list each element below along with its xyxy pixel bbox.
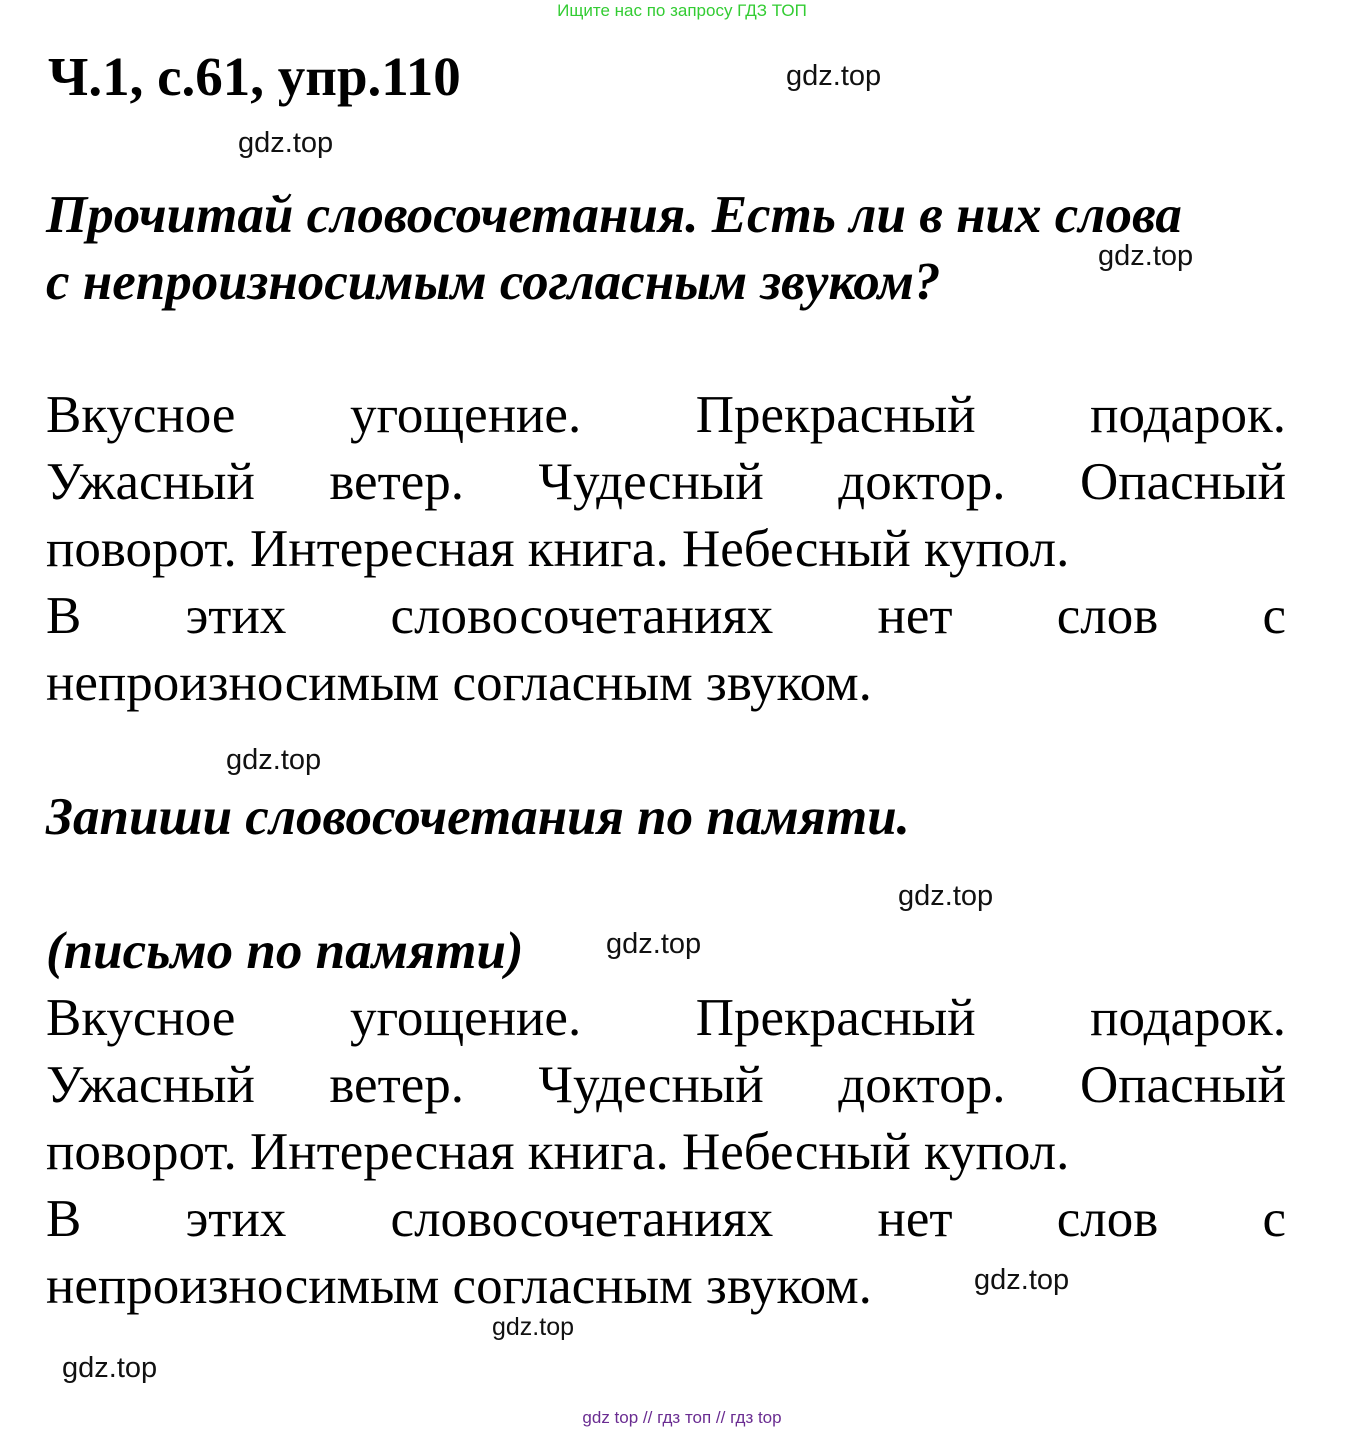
answer-2-line-3: поворот. Интересная книга. Небесный купол. [46, 1123, 1070, 1181]
word: угощение. [349, 386, 582, 444]
word: В [46, 587, 82, 645]
answer-2-line-1 [46, 985, 1286, 1052]
footer: gdz top // гдз топ // гдз top [582, 1408, 782, 1427]
watermark: gdz.top [238, 127, 334, 159]
task-note [46, 918, 524, 985]
task-note-text: (письмо по памяти) [46, 922, 524, 980]
task-instruction-2-text: Запиши словосочетания по памяти. [46, 788, 910, 846]
word: этих [185, 587, 287, 645]
word: ветер. [329, 453, 465, 511]
page-title: Ч.1, с.61, упр.110 [48, 46, 461, 107]
answer-1-line-2 [46, 449, 1286, 516]
word: с [1262, 587, 1286, 645]
word: Чудесный [538, 453, 764, 511]
answer-block-1 [46, 382, 1286, 717]
answer-2-line-4 [46, 1186, 1286, 1253]
word: подарок. [1090, 989, 1286, 1047]
top-banner: Ищите нас по запросу ГДЗ ТОП [557, 1, 807, 20]
answer-block-2 [46, 985, 1286, 1320]
answer-1-line-5: непроизносимым согласным звуком. [46, 654, 872, 712]
watermark: gdz.top [606, 928, 702, 960]
word: нет [877, 1190, 953, 1248]
word: В [46, 1190, 82, 1248]
task-instruction-1-line-2: с непроизносимым согласным звуком? [46, 253, 941, 311]
word: Опасный [1079, 1056, 1286, 1114]
word: доктор. [838, 453, 1006, 511]
task-instruction-2 [46, 784, 1286, 851]
word: Прекрасный [695, 989, 976, 1047]
answer-2-line-5: непроизносимым согласным звуком. [46, 1257, 872, 1315]
word: словосочетаниях [390, 587, 774, 645]
word: подарок. [1090, 386, 1286, 444]
word: угощение. [349, 989, 582, 1047]
word: Чудесный [538, 1056, 764, 1114]
answer-2-line-2 [46, 1052, 1286, 1119]
word: слов [1056, 587, 1159, 645]
answer-1-line-4 [46, 583, 1286, 650]
word: Опасный [1079, 453, 1286, 511]
word: слов [1056, 1190, 1159, 1248]
word: доктор. [838, 1056, 1006, 1114]
word: Вкусное [46, 989, 236, 1047]
watermark: gdz.top [898, 880, 994, 912]
watermark: gdz.top [786, 60, 882, 92]
task-instruction-1-line-1: Прочитай словосочетания. Есть ли в них слова [46, 186, 1182, 244]
watermark: gdz.top [1098, 240, 1194, 272]
word: ветер. [329, 1056, 465, 1114]
word: словосочетаниях [390, 1190, 774, 1248]
answer-1-line-3: поворот. Интересная книга. Небесный купол. [46, 520, 1070, 578]
word: Прекрасный [695, 386, 976, 444]
word: Вкусное [46, 386, 236, 444]
watermark: gdz.top [226, 744, 322, 776]
word: Ужасный [46, 1056, 255, 1114]
watermark: gdz.top [974, 1264, 1070, 1296]
word: этих [185, 1190, 287, 1248]
word: нет [877, 587, 953, 645]
word: с [1262, 1190, 1286, 1248]
watermark: gdz.top [62, 1352, 158, 1384]
watermark: gdz.top [492, 1313, 575, 1341]
word: Ужасный [46, 453, 255, 511]
answer-1-line-1 [46, 382, 1286, 449]
